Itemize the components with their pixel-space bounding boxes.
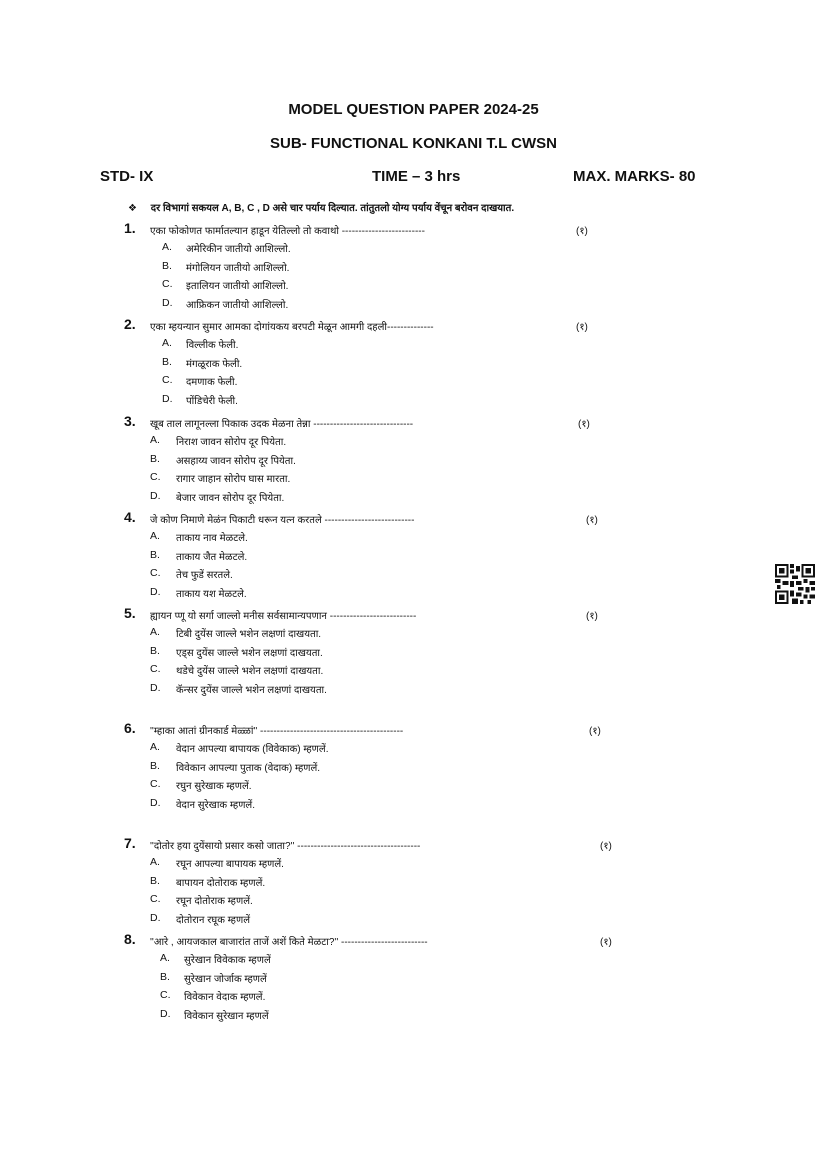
option-item: [124, 891, 644, 910]
option-text: विल्लीक फेली.: [186, 340, 239, 351]
option-label: D.: [150, 681, 161, 694]
option-item: [124, 661, 644, 680]
option-label: D.: [162, 296, 173, 309]
question-7: [124, 835, 644, 928]
option-text: दमणाक फेली.: [186, 377, 238, 389]
question-line: [124, 316, 644, 335]
option-item: [124, 969, 644, 988]
option-label: A.: [150, 626, 160, 638]
option-text: विवेकान आपल्या पुताक (वेदाक) म्हणलें.: [176, 762, 321, 774]
option-text: रघुन सुरेखाक म्हणलें.: [176, 781, 252, 793]
question-text: खूब ताल लागूनल्ला पिकाक उदक मेळना तेन्ना ------------------------------: [150, 419, 414, 430]
option-text: सुरेखान विवेकाक म्हणलें: [184, 955, 271, 966]
question-number: 3.: [124, 413, 136, 429]
option-label: D.: [160, 1007, 171, 1020]
question-line: [124, 220, 644, 239]
option-text: वेदान सुरेखाक म्हणलें.: [176, 799, 255, 811]
option-text: निराश जावन सोरोप दूर पियेता.: [176, 437, 287, 448]
option-text: विवेकान सुरेखान म्हणलें: [184, 1010, 269, 1022]
option-label: A.: [150, 530, 160, 542]
option-text: ताकाय नाव मेळटले.: [176, 533, 248, 544]
question-text: ह्यायन प्णू यो सर्गा जाल्लो मनीस सर्वसामान्यपणान --------------------------: [150, 611, 417, 622]
option-label: C.: [162, 374, 173, 387]
option-text: दोतोरान रघूक म्हणलें: [176, 914, 250, 926]
option-item: [124, 488, 644, 507]
qr-code-icon: [775, 564, 815, 604]
option-text: वेदान आपल्या बापायक (विवेकाक) म्हणलें.: [176, 744, 329, 755]
option-label: D.: [150, 796, 161, 809]
question-number: 6.: [124, 720, 136, 736]
option-item: [124, 354, 644, 373]
option-label: A.: [162, 241, 172, 253]
option-label: A.: [160, 952, 170, 964]
subject-title: SUB- FUNCTIONAL KONKANI T.L CWSN: [270, 135, 557, 152]
option-item: [124, 950, 644, 969]
paper-title: MODEL QUESTION PAPER 2024-25: [288, 101, 539, 118]
option-label: A.: [150, 434, 160, 446]
option-text: बापायन दोतोराक म्हणलें.: [176, 877, 266, 889]
option-text: सुरेखान जोर्जाक म्हणलें: [184, 973, 267, 985]
option-item: [124, 795, 644, 814]
option-label: C.: [160, 989, 171, 1002]
option-item: [124, 565, 644, 584]
option-label: B.: [162, 355, 172, 368]
option-text: मंगळूराक फेली.: [186, 358, 243, 370]
option-text: रघून दोतोराक म्हणलें.: [176, 896, 253, 908]
question-mark: (१): [589, 726, 601, 737]
option-label: D.: [162, 392, 173, 405]
option-item: [124, 776, 644, 795]
question-number: 4.: [124, 509, 136, 525]
option-item: [124, 258, 644, 277]
question-mark: (१): [586, 611, 598, 622]
question-mark: (१): [600, 937, 612, 948]
std-label: STD- IX: [100, 168, 154, 185]
question-2: [124, 316, 644, 409]
option-item: [124, 391, 644, 410]
question-3: [124, 413, 644, 506]
question-6: [124, 720, 644, 813]
option-item: [124, 239, 644, 258]
option-label: C.: [150, 893, 161, 906]
question-number: 5.: [124, 605, 136, 621]
option-item: [124, 469, 644, 488]
option-text: तेच फुडें सरतले.: [176, 570, 233, 582]
option-label: A.: [150, 741, 160, 753]
diamond-bullet-icon: ❖: [128, 203, 137, 214]
question-number: 8.: [124, 931, 136, 947]
question-1: [124, 220, 644, 313]
option-text: रघून आपल्या बापायक म्हणलें.: [176, 859, 284, 870]
option-label: C.: [150, 567, 161, 580]
option-item: [124, 451, 644, 470]
option-text: टिबी दुयेंस जाल्ले भशेन लक्षणां दाखयता.: [176, 629, 322, 640]
option-label: C.: [150, 778, 161, 791]
option-label: C.: [150, 663, 161, 676]
option-item: [124, 1006, 644, 1025]
option-text: कॅन्सर दुयेंस जाल्ले भशेन लक्षणां दाखयता.: [176, 684, 327, 696]
option-label: D.: [150, 585, 161, 598]
option-text: ताकाय यश मेळटले.: [176, 588, 247, 600]
question-line: [124, 413, 644, 432]
option-text: विवेकान वेदाक म्हणलें.: [184, 992, 266, 1004]
option-text: आफ्रिकन जातीयो आशिल्लो.: [186, 299, 289, 311]
max-marks-label: MAX. MARKS- 80: [573, 168, 696, 185]
option-item: [124, 910, 644, 929]
option-label: A.: [162, 337, 172, 349]
question-8: [124, 931, 644, 1024]
option-text: एड्स दुयेंस जाल्ले भशेन लक्षणां दाखयता.: [176, 647, 323, 659]
option-item: [124, 372, 644, 391]
question-mark: (१): [576, 226, 588, 237]
question-text: ''म्हाका आतां ग्रीनकार्ड मेळ्ळां'' -------------------------------------------: [150, 726, 404, 737]
option-item: [124, 987, 644, 1006]
question-line: [124, 835, 644, 854]
option-item: [124, 295, 644, 314]
option-label: C.: [162, 278, 173, 291]
question-text: जे कोण निमाणे मेळंन पिकाटी धरून यत्न करतले ---------------------------: [150, 515, 415, 526]
option-label: D.: [150, 911, 161, 924]
question-line: [124, 605, 644, 624]
option-item: [124, 680, 644, 699]
option-label: A.: [150, 856, 160, 868]
question-text: एका फोकोणत फार्मातल्यान हाडून येतिल्लो तो कवाथो -------------------------: [150, 226, 425, 237]
question-5: [124, 605, 644, 698]
question-mark: (१): [578, 419, 590, 430]
option-text: थडेचे दुयेंस जाल्ले भशेन लक्षणां दाखयता.: [176, 666, 324, 678]
option-text: मंगोलियन जातीयो आशिल्लो.: [186, 262, 290, 274]
option-label: B.: [150, 644, 160, 657]
question-line: [124, 509, 644, 528]
question-line: [124, 720, 644, 739]
option-label: B.: [150, 874, 160, 887]
option-text: बेजार जावन सोरोप दूर पियेता.: [176, 492, 285, 504]
option-item: [124, 276, 644, 295]
question-line: [124, 931, 644, 950]
question-number: 2.: [124, 316, 136, 332]
option-label: B.: [150, 548, 160, 561]
option-text: पोंडिचेरी फेली.: [186, 395, 238, 407]
option-label: B.: [162, 259, 172, 272]
option-text: अमेरिकीन जातीयो आशिल्लो.: [186, 244, 291, 255]
time-label: TIME – 3 hrs: [372, 168, 461, 185]
question-4: [124, 509, 644, 602]
question-mark: (१): [576, 322, 588, 333]
option-text: इतालियन जातीयो आशिल्लो.: [186, 281, 289, 293]
instruction-text: दर विभागां सकयल A, B, C , D असे चार पर्याय दिल्यात. तांतुतलो योग्य पर्याय वेंचून बरोवन दाखयात.: [150, 203, 515, 214]
question-number: 1.: [124, 220, 136, 236]
option-item: [124, 547, 644, 566]
option-item: [124, 873, 644, 892]
option-item: [124, 584, 644, 603]
option-item: [124, 758, 644, 777]
option-item: [124, 335, 644, 354]
option-label: B.: [150, 452, 160, 465]
question-number: 7.: [124, 835, 136, 851]
question-mark: (१): [600, 841, 612, 852]
option-item: [124, 528, 644, 547]
option-label: C.: [150, 471, 161, 484]
instruction: [128, 200, 514, 214]
question-mark: (१): [586, 515, 598, 526]
option-text: रागार जाहान सोरोप घास मारता.: [176, 474, 291, 486]
option-label: D.: [150, 489, 161, 502]
option-item: [124, 624, 644, 643]
option-item: [124, 432, 644, 451]
option-text: ताकाय जैत मेळटले.: [176, 551, 248, 563]
question-text: ''दोतोर हया दुयेंसायो प्रसार कसो जाता?'' -------------------------------------: [150, 841, 421, 852]
option-label: B.: [150, 759, 160, 772]
option-item: [124, 739, 644, 758]
option-label: B.: [160, 970, 170, 983]
option-item: [124, 854, 644, 873]
option-text: असहाय्य जावन सोरोप दूर पियेता.: [176, 455, 296, 467]
option-item: [124, 643, 644, 662]
question-text: ''आरे , आयजकाल बाजारांत ताजें अशें किते मेळटा?'' --------------------------: [150, 937, 428, 948]
question-text: एका म्हयन्यान सुमार आमका दोगांयकय बरपटी मेळून आमगी दहली--------------: [150, 322, 434, 333]
